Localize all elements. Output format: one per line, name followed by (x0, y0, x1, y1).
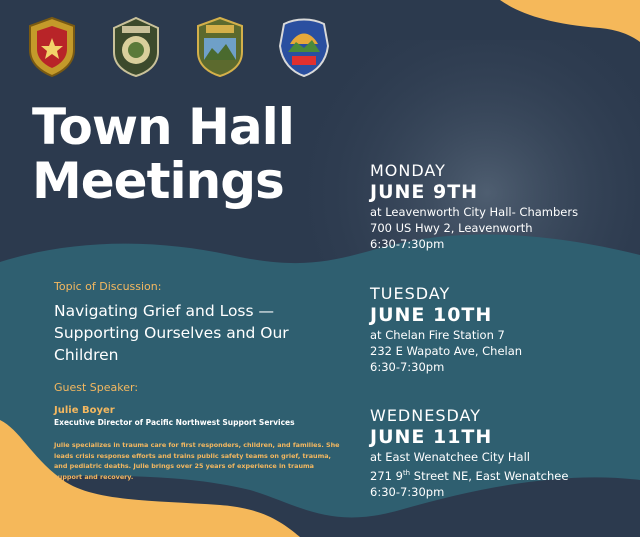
speaker-label: Guest Speaker: (54, 381, 139, 394)
topic-title: Navigating Grief and Loss — Supporting Ourselves and Our Children (54, 302, 289, 364)
speaker-role: Executive Director of Pacific Northwest Support Services (54, 418, 295, 427)
chelan-county-sheriff-badge-icon (24, 16, 80, 78)
gold-wave-top (500, 0, 640, 42)
event-wednesday (370, 407, 568, 500)
police-badge-icon (108, 16, 164, 78)
agency-badges (24, 16, 332, 78)
sheriff-badge-icon (192, 16, 248, 78)
event-date: JUNE 11TH (370, 426, 493, 448)
event-monday (370, 162, 578, 252)
topic-label: Topic of Discussion: (54, 280, 162, 293)
title-line-1: Town Hall (32, 98, 294, 156)
wenatchee-police-badge-icon (276, 16, 332, 78)
event-date: JUNE 10TH (370, 304, 493, 326)
event-time: 6:30-7:30pm (370, 484, 445, 499)
event-venue: at Leavenworth City Hall- Chambers (370, 205, 579, 219)
event-address: 271 9th Street NE, East Wenatchee (370, 468, 569, 483)
event-address: 700 US Hwy 2, Leavenworth (370, 221, 533, 235)
speaker-bio: Julie specializes in trauma care for first responders, children, and families. She leads crisis response efforts and trains public safety teams on grief, trauma, and pediatric deaths. Julie brings over 25 years of experience in trauma support and recovery. (54, 441, 340, 481)
event-time: 6:30-7:30pm (370, 360, 445, 374)
title-line-2: Meetings (32, 152, 284, 210)
page-title (32, 100, 294, 208)
event-venue: at Chelan Fire Station 7 (370, 328, 505, 342)
event-venue: at East Wenatchee City Hall (370, 450, 530, 464)
event-day: MONDAY (370, 161, 446, 180)
speaker-name: Julie Boyer (54, 405, 115, 416)
event-address: 232 E Wapato Ave, Chelan (370, 344, 523, 358)
event-day: TUESDAY (370, 284, 451, 303)
event-date: JUNE 9TH (370, 181, 479, 203)
event-tuesday (370, 285, 522, 375)
event-time: 6:30-7:30pm (370, 237, 445, 251)
event-day: WEDNESDAY (370, 406, 481, 425)
